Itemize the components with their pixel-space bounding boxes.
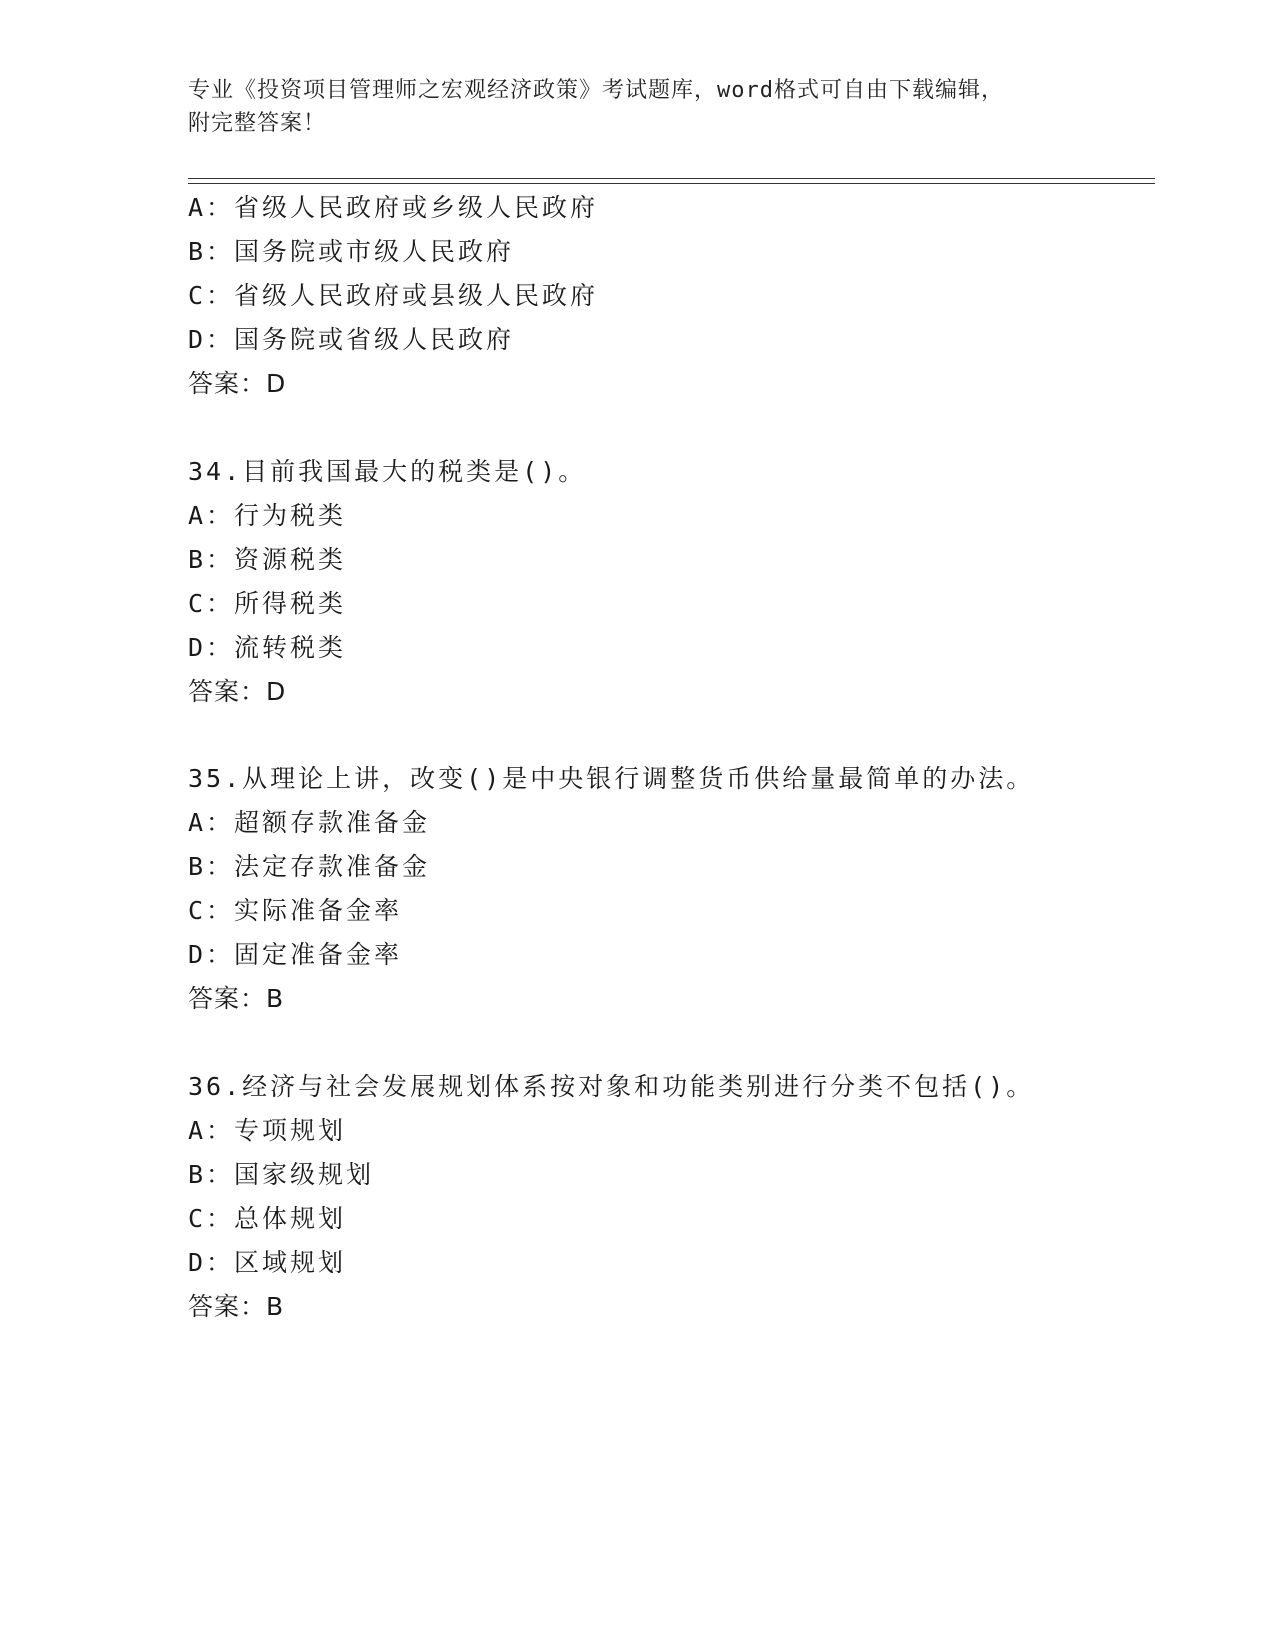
q34-question: 34.目前我国最大的税类是()。 (188, 457, 587, 486)
document-header (188, 74, 1068, 140)
header-divider-top (188, 178, 1155, 179)
q36-answer: 答案：B (188, 1292, 285, 1321)
q35-question: 35.从理论上讲，改变()是中央银行调整货币供给量最简单的办法。 (188, 764, 1035, 793)
q33-option-d: D：国务院或省级人民政府 (188, 325, 515, 354)
header-line-1: 专业《投资项目管理师之宏观经济政策》考试题库，word格式可自由下载编辑， (188, 78, 1004, 103)
q36-option-d: D：区域规划 (188, 1248, 347, 1277)
q34-option-c: C：所得税类 (188, 589, 347, 618)
q36-option-a: A：专项规划 (188, 1116, 347, 1145)
q35-option-d: D：固定准备金率 (188, 940, 403, 969)
q34-answer: 答案：D (188, 677, 287, 706)
q36-question: 36.经济与社会发展规划体系按对象和功能类别进行分类不包括()。 (188, 1072, 1035, 1101)
header-line-2: 附完整答案！ (188, 111, 327, 136)
q33-option-b: B：国务院或市级人民政府 (188, 237, 515, 266)
q35-option-c: C：实际准备金率 (188, 896, 403, 925)
q34-option-a: A：行为税类 (188, 501, 347, 530)
q34-option-b: B：资源税类 (188, 545, 347, 574)
q35-option-b: B：法定存款准备金 (188, 852, 431, 881)
header-divider-bottom (188, 183, 1155, 184)
q34-option-d: D：流转税类 (188, 633, 347, 662)
q33-option-c: C：省级人民政府或县级人民政府 (188, 281, 599, 310)
q33-answer: 答案：D (188, 369, 287, 398)
q33-option-a: A：省级人民政府或乡级人民政府 (188, 193, 599, 222)
q35-answer: 答案：B (188, 984, 285, 1013)
q36-option-b: B：国家级规划 (188, 1160, 375, 1189)
q35-option-a: A：超额存款准备金 (188, 808, 431, 837)
q36-option-c: C：总体规划 (188, 1204, 347, 1233)
